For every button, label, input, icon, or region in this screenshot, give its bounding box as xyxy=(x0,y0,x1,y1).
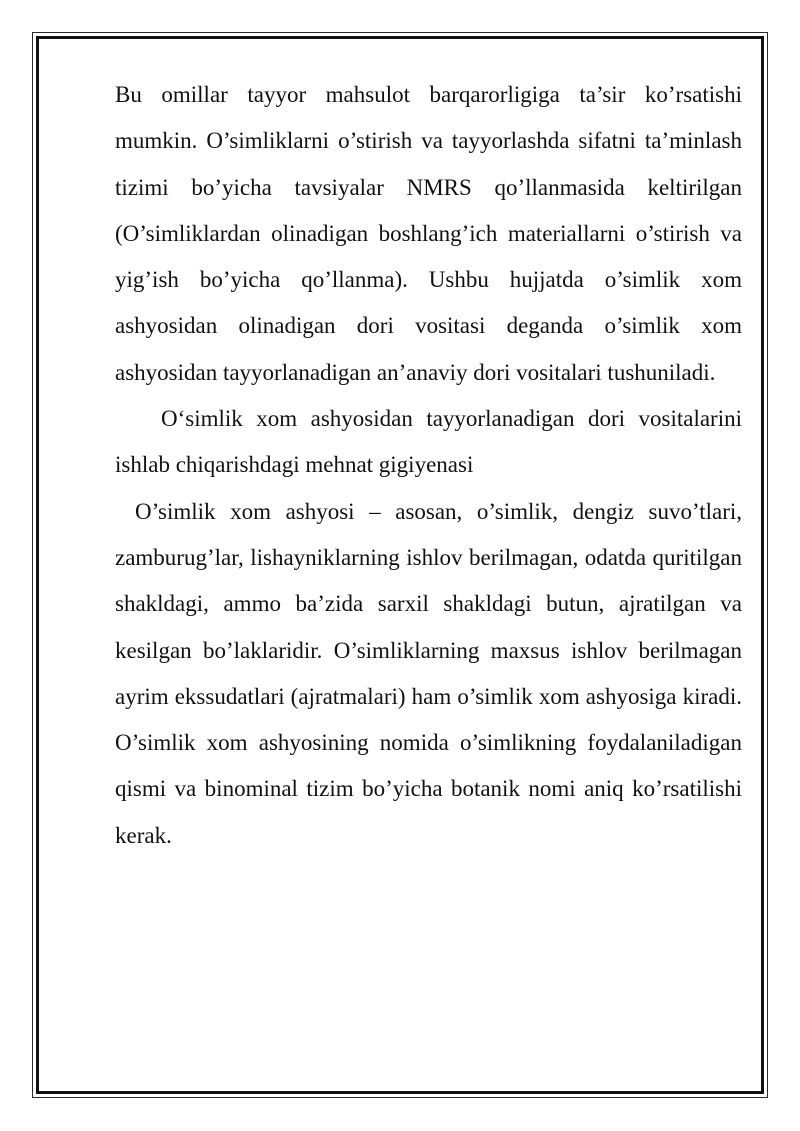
section-heading: O‘simlik xom ashyosidan tayyorlanadigan dori vositalarini ishlab chiqarishdagi mehnat gigiyenasi xyxy=(115,406,742,478)
paragraph-definition: O’simlik xom ashyosi – asosan, o’simlik, dengiz suvo’tlari, zamburug’lar, lishayniklarning ishlov berilmagan, odatda quritilgan shakldagi, ammo ba’zida sarxil shakldagi butun, ajratilgan va kesilgan bo’laklaridir. O’simliklarning maxsus ishlov berilmagan ayrim ekssudatlari (ajratmalari) ham o’simlik xom ashyosiga kiradi. O’simlik xom ashyosining nomida o’simlikning foydalaniladigan qismi va binominal tizim bo’yicha botanik nomi aniq ko’rsatilishi kerak. xyxy=(115,498,742,848)
paragraph-intro: Bu omillar tayyor mahsulot barqarorligiga ta’sir ko’rsatishi mumkin. O’simliklarni o’stirish va tayyorlashda sifatni ta’minlash tizimi bo’yicha tavsiyalar NMRS qo’llanmasida keltirilgan (O’simliklardan olinadigan boshlang’ich materiallarni o’stirish va yig’ish bo’yicha qo’llanma). Ushbu hujjatda o’simlik xom ashyosidan olinadigan dori vositasi deganda o’simlik xom ashyosidan tayyorlanadigan an’anaviy dori vositalari tushuniladi. xyxy=(115,82,742,385)
document-body xyxy=(115,72,742,859)
